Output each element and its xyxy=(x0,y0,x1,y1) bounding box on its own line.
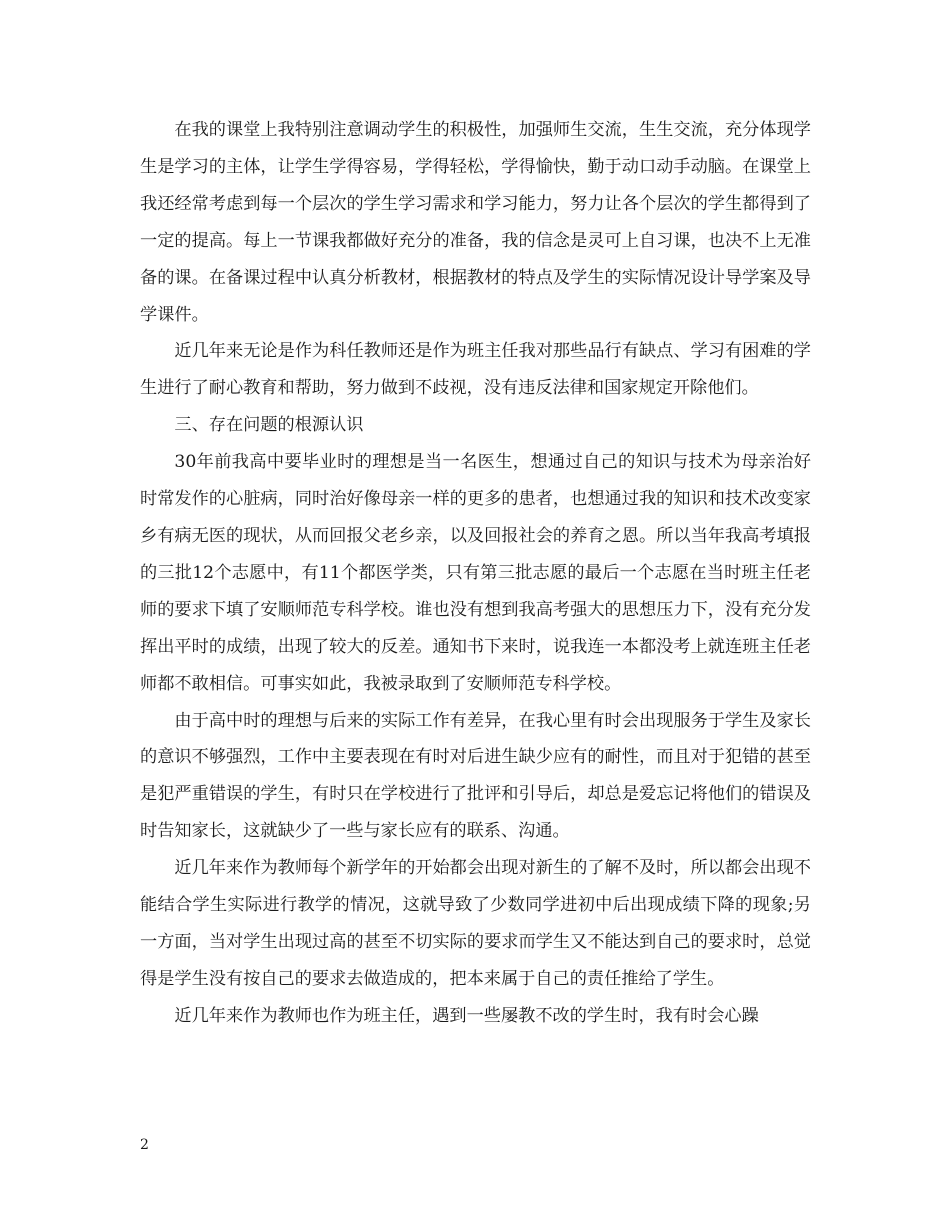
page-number: 2 xyxy=(140,1137,149,1153)
paragraph-new-students: 近几年来作为教师每个新学年的开始都会出现对新生的了解不及时，所以都会出现不能结合学生实际进行教学的情况，这就导致了少数同学进初中后出现成绩下降的现象;另一方面，当对学生出现过高的甚至不切实际的要求而学生又不能达到自己的要求时，总觉得是学生没有按自己的要求去做造成的，把本来属于自己的责任推给了学生。 xyxy=(140,858,811,989)
paragraph-patience: 近几年来作为教师也作为班主任，遇到一些屡教不改的学生时，我有时会心躁 xyxy=(174,1005,759,1026)
paragraph-classroom-practice: 在我的课堂上我特别注意调动学生的积极性，加强师生交流，生生交流，充分体现学生是学习的主体，让学生学得容易，学得轻松，学得愉快，勤于动口动手动脑。在课堂上我还经常考虑到每一个层次的学生学习需求和学习能力，努力让各个层次的学生都得到了一定的提高。每上一节课我都做好充分的准备，我的信念是灵可上自习课，也决不上无准备的课。在备课过程中认真分析教材，根据教材的特点及学生的实际情况设计导学案及导学课件。 xyxy=(140,120,811,325)
paragraph-career-history: 30年前我高中要毕业时的理想是当一名医生，想通过自己的知识与技术为母亲治好时常发作的心脏病，同时治好像母亲一样的更多的患者，也想通过我的知识和技术改变家乡有病无医的现状，从而回报父老乡亲，以及回报社会的养育之恩。所以当年我高考填报的三批12个志愿中，有11个都医学类，只有第三批志愿的最后一个志愿在当时班主任老师的要求下填了安顺师范专科学校。谁也没有想到我高考强大的思想压力下，没有充分发挥出平时的成绩，出现了较大的反差。通知书下来时，说我连一本都没考上就连班主任老师都不敢相信。可事实如此，我被录取到了安顺师范专科学校。 xyxy=(140,452,811,694)
paragraph-student-care: 近几年来无论是作为科任教师还是作为班主任我对那些品行有缺点、学习有困难的学生进行了耐心教育和帮助，努力做到不歧视，没有违反法律和国家规定开除他们。 xyxy=(140,341,811,399)
paragraph-service-awareness: 由于高中时的理想与后来的实际工作有差异，在我心里有时会出现服务于学生及家长的意识不够强烈，工作中主要表现在有时对后进生缺少应有的耐性，而且对于犯错的甚至是犯严重错误的学生，有时只在学校进行了批评和引导后，却总是爱忘记将他们的错误及时告知家长，这就缺少了一些与家长应有的联系、沟通。 xyxy=(140,710,811,842)
section-heading-root-causes: 三、存在问题的根源认识 xyxy=(174,415,364,436)
body-text xyxy=(140,112,811,1035)
